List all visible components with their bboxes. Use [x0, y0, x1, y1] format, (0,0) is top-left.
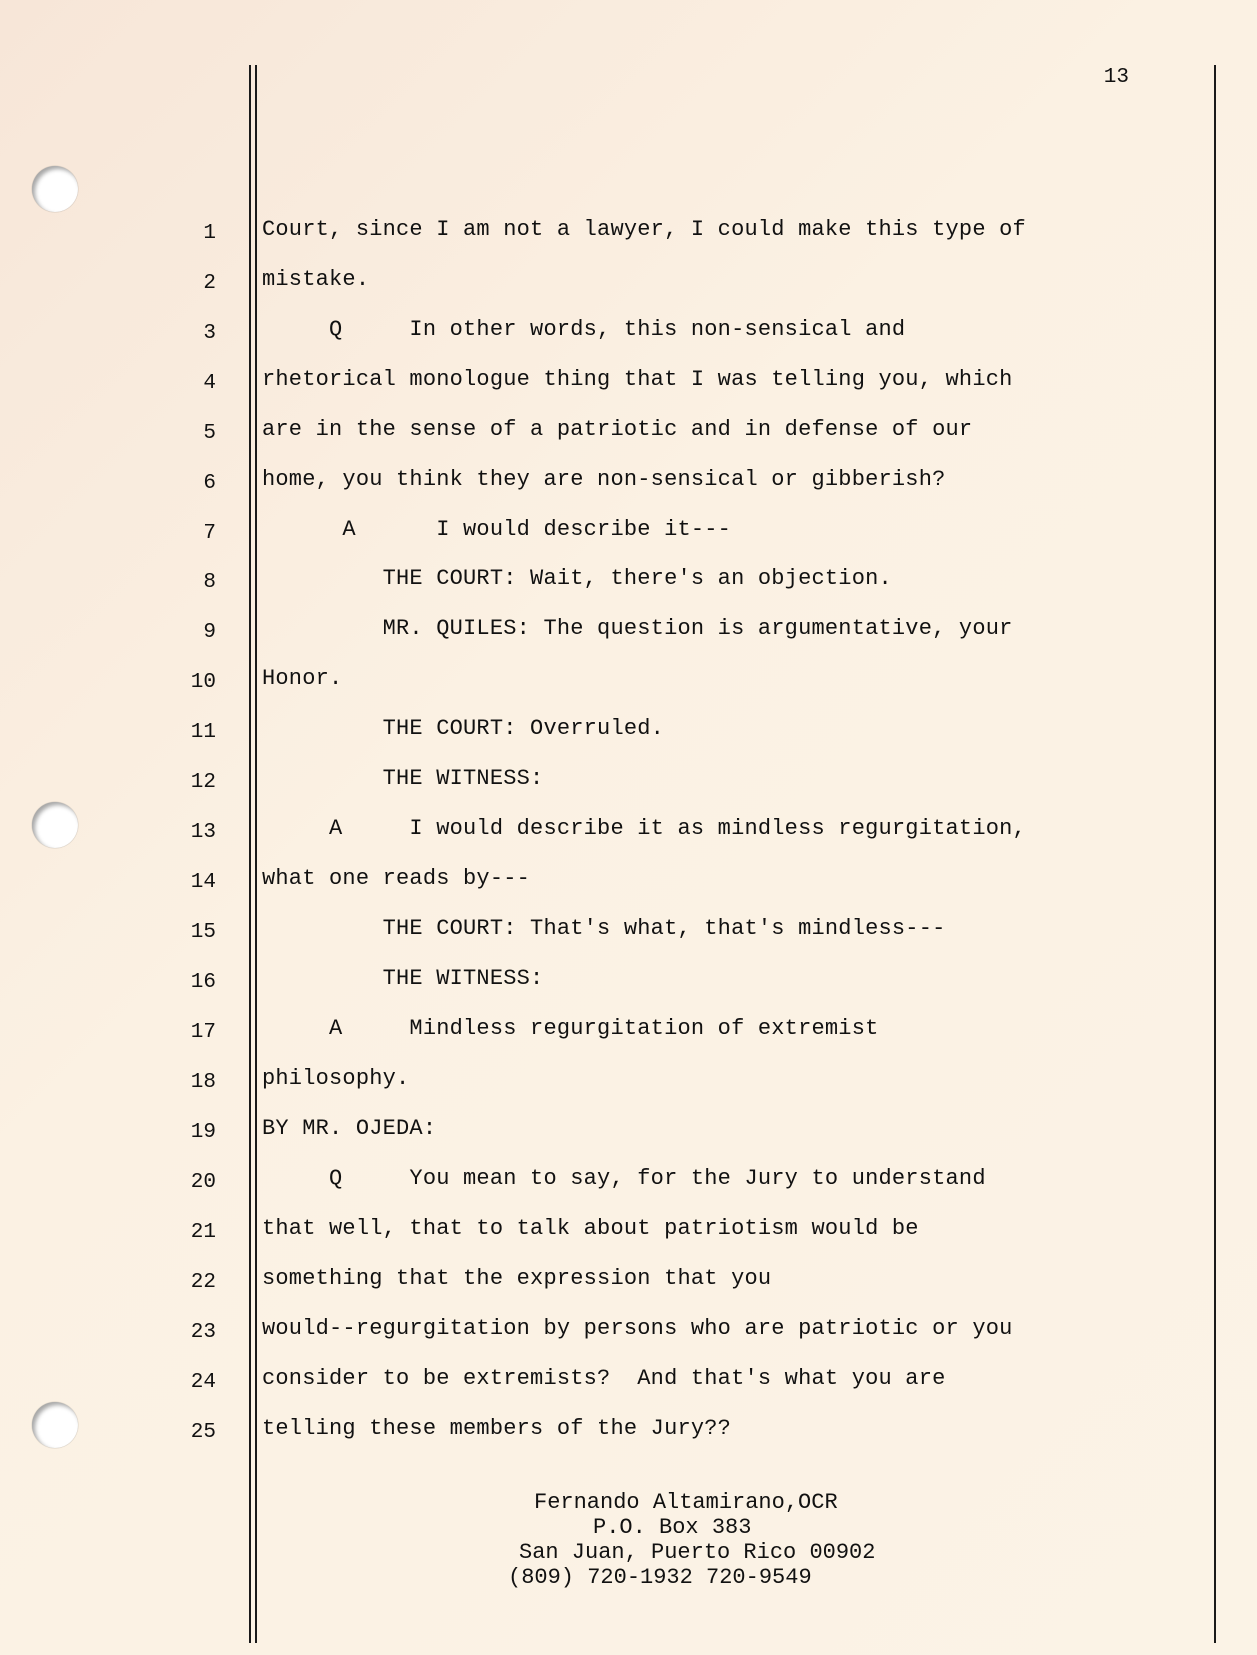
line-number: 5: [203, 422, 216, 445]
line-number: 24: [190, 1371, 216, 1394]
line-number: 3: [203, 322, 216, 345]
transcript-line: are in the sense of a patriotic and in defense of our: [262, 417, 973, 442]
transcript-line: philosophy.: [262, 1066, 410, 1091]
transcript-line: THE COURT: Overruled.: [262, 716, 665, 741]
transcript-line: consider to be extremists? And that's what you are: [262, 1366, 946, 1391]
line-number: 13: [190, 821, 216, 844]
transcript-line: THE WITNESS:: [262, 766, 544, 791]
line-number: 16: [190, 971, 216, 994]
transcript-line: THE COURT: That's what, that's mindless---: [262, 916, 946, 941]
line-number: 20: [190, 1171, 216, 1194]
line-number: 18: [190, 1071, 216, 1094]
line-number: 25: [190, 1421, 216, 1444]
line-number: 11: [190, 721, 216, 744]
transcript-line: THE WITNESS:: [262, 966, 544, 991]
left-margin-rule: [249, 65, 251, 1643]
line-number: 22: [190, 1271, 216, 1294]
transcript-line: mistake.: [262, 267, 370, 292]
right-margin-rule: [1214, 65, 1216, 1643]
transcript-line: rhetorical monologue thing that I was telling you, which: [262, 367, 1013, 392]
transcript-line: telling these members of the Jury??: [262, 1416, 732, 1441]
line-number: 14: [190, 871, 216, 894]
line-number: 10: [190, 671, 216, 694]
binder-hole-bottom: [32, 1402, 78, 1448]
transcript-line: that well, that to talk about patriotism would be: [262, 1216, 919, 1241]
transcript-line: Honor.: [262, 666, 343, 691]
transcript-line: would--regurgitation by persons who are patriotic or you: [262, 1316, 1013, 1341]
transcript-line: A I would describe it---: [262, 517, 732, 542]
transcript-line: THE COURT: Wait, there's an objection.: [262, 566, 892, 591]
transcript-line: BY MR. OJEDA:: [262, 1116, 437, 1141]
transcript-line: what one reads by---: [262, 866, 531, 891]
transcript-line: Court, since I am not a lawyer, I could make this type of: [262, 217, 1026, 242]
transcript-line: Q You mean to say, for the Jury to understand: [262, 1166, 986, 1191]
line-number: 19: [190, 1121, 216, 1144]
page-number: 13: [1103, 66, 1129, 89]
reporter-footer: [440, 1490, 980, 1590]
transcript-line: A Mindless regurgitation of extremist: [262, 1016, 879, 1041]
transcript-line: MR. QUILES: The question is argumentative, your: [262, 616, 1013, 641]
line-number: 8: [203, 571, 216, 594]
transcript-line: Q In other words, this non-sensical and: [262, 317, 906, 342]
reporter-address-line1: P.O. Box 383: [593, 1515, 752, 1540]
line-number: 23: [190, 1321, 216, 1344]
transcript-line: something that the expression that you: [262, 1266, 772, 1291]
line-number: 21: [190, 1221, 216, 1244]
left-margin-rule-inner: [255, 65, 257, 1643]
line-number: 2: [203, 272, 216, 295]
reporter-name: Fernando Altamirano,OCR: [534, 1490, 838, 1515]
line-number: 15: [190, 921, 216, 944]
line-number: 6: [203, 472, 216, 495]
reporter-address-line2: San Juan, Puerto Rico 00902: [519, 1540, 876, 1565]
binder-hole-middle: [32, 802, 78, 848]
line-number: 12: [190, 771, 216, 794]
line-number: 17: [190, 1021, 216, 1044]
line-number: 1: [203, 222, 216, 245]
transcript-line: A I would describe it as mindless regurgitation,: [262, 816, 1026, 841]
binder-hole-top: [32, 166, 78, 212]
line-number: 7: [203, 522, 216, 545]
reporter-phone: (809) 720-1932 720-9549: [508, 1565, 812, 1590]
line-number: 4: [203, 372, 216, 395]
line-number: 9: [203, 621, 216, 644]
transcript-line: home, you think they are non-sensical or gibberish?: [262, 467, 946, 492]
